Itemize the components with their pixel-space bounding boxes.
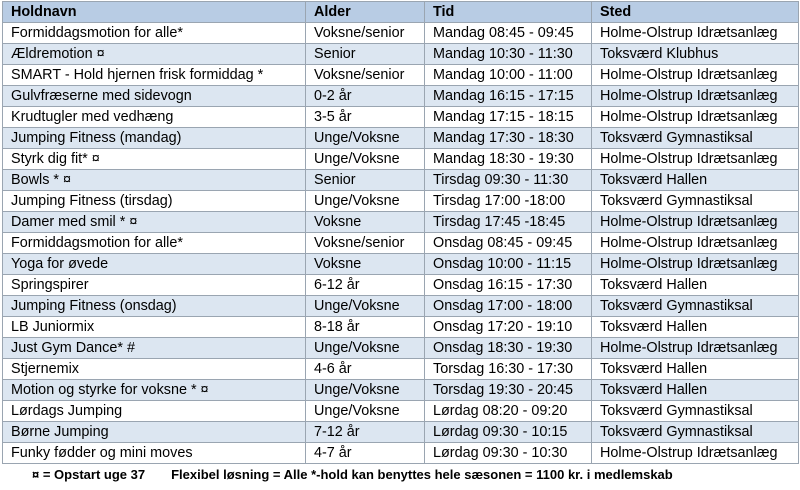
footer-note: [2, 466, 798, 484]
sted-cell: Toksværd Hallen: [592, 170, 799, 191]
alder-cell: 0-2 år: [306, 86, 425, 107]
alder-cell: Unge/Voksne: [306, 338, 425, 359]
holdnavn-cell: Springspirer: [3, 275, 306, 296]
holdnavn-cell: Børne Jumping: [3, 422, 306, 443]
holdnavn-cell: Jumping Fitness (tirsdag): [3, 191, 306, 212]
alder-cell: Voksne/senior: [306, 65, 425, 86]
table-row: [3, 380, 799, 401]
tid-cell: Tirsdag 09:30 - 11:30: [425, 170, 592, 191]
table-row: [3, 23, 799, 44]
alder-cell: Unge/Voksne: [306, 401, 425, 422]
tid-cell: Onsdag 08:45 - 09:45: [425, 233, 592, 254]
alder-cell: 7-12 år: [306, 422, 425, 443]
alder-cell: Unge/Voksne: [306, 191, 425, 212]
table-body: [3, 23, 799, 464]
table-row: [3, 149, 799, 170]
table-row: [3, 317, 799, 338]
sted-cell: Toksværd Hallen: [592, 380, 799, 401]
tid-cell: Onsdag 17:00 - 18:00: [425, 296, 592, 317]
holdnavn-cell: Lørdags Jumping: [3, 401, 306, 422]
table-row: [3, 254, 799, 275]
tid-cell: Tirsdag 17:00 -18:00: [425, 191, 592, 212]
header-row: [3, 2, 799, 23]
holdnavn-cell: Bowls * ¤: [3, 170, 306, 191]
holdnavn-cell: Gulvfræserne med sidevogn: [3, 86, 306, 107]
table-header: [3, 2, 799, 23]
holdnavn-cell: SMART - Hold hjernen frisk formiddag *: [3, 65, 306, 86]
holdnavn-cell: Jumping Fitness (mandag): [3, 128, 306, 149]
table-row: [3, 443, 799, 464]
holdnavn-cell: Just Gym Dance* #: [3, 338, 306, 359]
holdnavn-cell: Damer med smil * ¤: [3, 212, 306, 233]
sted-cell: Holme-Olstrup Idrætsanlæg: [592, 107, 799, 128]
table-row: [3, 275, 799, 296]
table-row: [3, 338, 799, 359]
holdnavn-cell: Krudtugler med vedhæng: [3, 107, 306, 128]
sted-cell: Holme-Olstrup Idrætsanlæg: [592, 212, 799, 233]
holdnavn-cell: Styrk dig fit* ¤: [3, 149, 306, 170]
alder-cell: Unge/Voksne: [306, 380, 425, 401]
sted-cell: Holme-Olstrup Idrætsanlæg: [592, 65, 799, 86]
alder-cell: Voksne: [306, 212, 425, 233]
holdnavn-cell: Motion og styrke for voksne * ¤: [3, 380, 306, 401]
table-row: [3, 422, 799, 443]
tid-cell: Mandag 16:15 - 17:15: [425, 86, 592, 107]
table-row: [3, 191, 799, 212]
tid-cell: Tirsdag 17:45 -18:45: [425, 212, 592, 233]
table-row: [3, 401, 799, 422]
tid-cell: Onsdag 16:15 - 17:30: [425, 275, 592, 296]
holdnavn-cell: Formiddagsmotion for alle*: [3, 233, 306, 254]
sted-cell: Toksværd Gymnastiksal: [592, 296, 799, 317]
alder-cell: Senior: [306, 44, 425, 65]
footer-note-left: ¤ = Opstart uge 37: [32, 467, 146, 482]
header-tid: Tid: [425, 2, 592, 23]
alder-cell: 3-5 år: [306, 107, 425, 128]
holdnavn-cell: Jumping Fitness (onsdag): [3, 296, 306, 317]
sted-cell: Toksværd Gymnastiksal: [592, 128, 799, 149]
holdnavn-cell: Yoga for øvede: [3, 254, 306, 275]
sted-cell: Toksværd Hallen: [592, 359, 799, 380]
tid-cell: Mandag 08:45 - 09:45: [425, 23, 592, 44]
table-row: [3, 170, 799, 191]
table-row: [3, 359, 799, 380]
table-row: [3, 212, 799, 233]
sted-cell: Holme-Olstrup Idrætsanlæg: [592, 23, 799, 44]
tid-cell: Onsdag 18:30 - 19:30: [425, 338, 592, 359]
sted-cell: Holme-Olstrup Idrætsanlæg: [592, 338, 799, 359]
table-row: [3, 296, 799, 317]
table-row: [3, 44, 799, 65]
sted-cell: Toksværd Gymnastiksal: [592, 401, 799, 422]
tid-cell: Mandag 17:30 - 18:30: [425, 128, 592, 149]
sted-cell: Toksværd Gymnastiksal: [592, 422, 799, 443]
tid-cell: Lørdag 09:30 - 10:30: [425, 443, 592, 464]
alder-cell: 4-6 år: [306, 359, 425, 380]
footer-note-right: Flexibel løsning = Alle *-hold kan benyttes hele sæsonen = 1100 kr. i medlemskab: [171, 467, 673, 482]
sted-cell: Holme-Olstrup Idrætsanlæg: [592, 86, 799, 107]
alder-cell: Voksne/senior: [306, 23, 425, 44]
header-holdnavn: Holdnavn: [3, 2, 306, 23]
tid-cell: Mandag 10:00 - 11:00: [425, 65, 592, 86]
alder-cell: Voksne: [306, 254, 425, 275]
schedule-sheet: [2, 1, 798, 484]
table-row: [3, 65, 799, 86]
table-row: [3, 86, 799, 107]
sted-cell: Holme-Olstrup Idrætsanlæg: [592, 233, 799, 254]
sted-cell: Toksværd Hallen: [592, 317, 799, 338]
tid-cell: Onsdag 17:20 - 19:10: [425, 317, 592, 338]
alder-cell: Unge/Voksne: [306, 296, 425, 317]
alder-cell: 6-12 år: [306, 275, 425, 296]
tid-cell: Lørdag 08:20 - 09:20: [425, 401, 592, 422]
tid-cell: Torsdag 19:30 - 20:45: [425, 380, 592, 401]
holdnavn-cell: Stjernemix: [3, 359, 306, 380]
sted-cell: Holme-Olstrup Idrætsanlæg: [592, 443, 799, 464]
holdnavn-cell: LB Juniormix: [3, 317, 306, 338]
alder-cell: Unge/Voksne: [306, 149, 425, 170]
alder-cell: 8-18 år: [306, 317, 425, 338]
table-row: [3, 107, 799, 128]
table-row: [3, 128, 799, 149]
alder-cell: Unge/Voksne: [306, 128, 425, 149]
sted-cell: Holme-Olstrup Idrætsanlæg: [592, 254, 799, 275]
alder-cell: Senior: [306, 170, 425, 191]
tid-cell: Onsdag 10:00 - 11:15: [425, 254, 592, 275]
schedule-table: [2, 1, 799, 464]
header-alder: Alder: [306, 2, 425, 23]
tid-cell: Mandag 10:30 - 11:30: [425, 44, 592, 65]
alder-cell: Voksne/senior: [306, 233, 425, 254]
tid-cell: Lørdag 09:30 - 10:15: [425, 422, 592, 443]
sted-cell: Toksværd Hallen: [592, 275, 799, 296]
holdnavn-cell: Formiddagsmotion for alle*: [3, 23, 306, 44]
tid-cell: Mandag 18:30 - 19:30: [425, 149, 592, 170]
alder-cell: 4-7 år: [306, 443, 425, 464]
sted-cell: Holme-Olstrup Idrætsanlæg: [592, 149, 799, 170]
sted-cell: Toksværd Klubhus: [592, 44, 799, 65]
sted-cell: Toksværd Gymnastiksal: [592, 191, 799, 212]
header-sted: Sted: [592, 2, 799, 23]
table-row: [3, 233, 799, 254]
tid-cell: Mandag 17:15 - 18:15: [425, 107, 592, 128]
tid-cell: Torsdag 16:30 - 17:30: [425, 359, 592, 380]
holdnavn-cell: Funky fødder og mini moves: [3, 443, 306, 464]
holdnavn-cell: Ældremotion ¤: [3, 44, 306, 65]
